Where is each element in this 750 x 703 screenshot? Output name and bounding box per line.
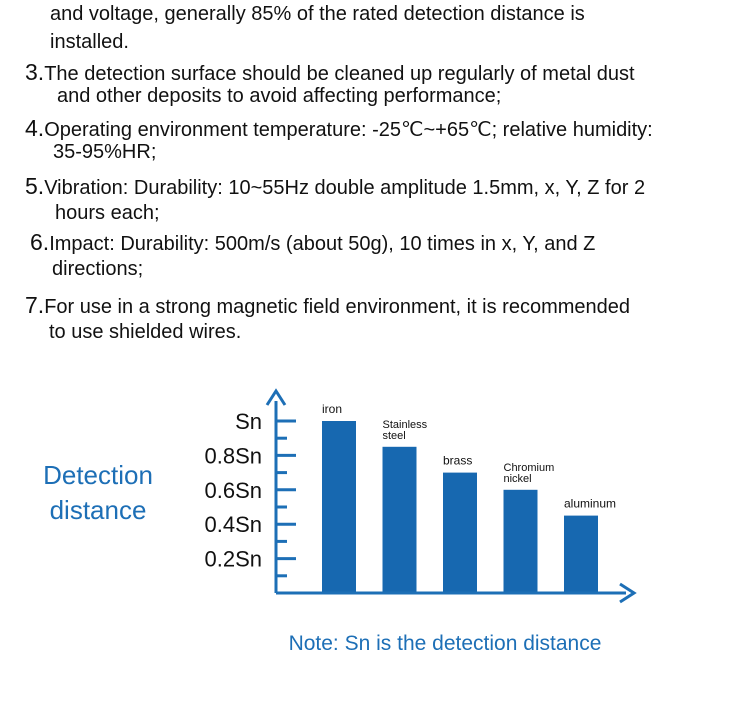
note-item-text: For use in a strong magnetic field environment, it is recommended [44,296,631,318]
note-item-number: 7. [25,292,45,318]
note-continuation-line-2: installed. [50,31,129,53]
y-tick-label: 0.8Sn [204,443,262,469]
note-item-text: Operating environment temperature: -25℃~+65℃; relative humidity: [44,119,653,141]
chart-note: Note: Sn is the detection distance [288,632,602,655]
note-item-number: 4. [25,115,45,141]
bar-aluminum [564,516,598,592]
bar-category-label: Chromium [503,461,555,474]
y-tick-label: 0.2Sn [204,546,262,572]
bar-chromium-nickel [504,490,538,592]
note-item-6-line-2: directions; [52,258,144,280]
bar-category-label: aluminum [564,496,617,511]
bar-stainless-steel [383,447,417,592]
note-item-text: Impact: Durability: 500m/s (about 50g), 10 times in x, Y, and Z [49,233,596,255]
detection-distance-label-line-2: distance [49,495,147,525]
y-tick-label: 0.4Sn [204,512,262,538]
bar-category-label: steel [382,429,406,442]
note-item-4-line-2: 35-95%HR; [53,141,157,163]
bar-category-label: Stainless [382,418,428,431]
bar-category-label: iron [322,402,343,416]
note-item-number: 3. [25,59,45,85]
bar-iron [322,421,356,592]
note-item-3-line-2: and other deposits to avoid affecting performance; [57,85,502,107]
bar-category-label: brass [443,453,473,468]
bar-category-label: nickel [503,472,532,485]
note-item-5-line-2: hours each; [55,202,160,224]
note-item-7-line-2: to use shielded wires. [49,321,242,343]
y-tick-label: 0.6Sn [204,477,262,503]
detection-distance-label-line-1: Detection [43,460,153,490]
bar-brass [443,473,477,592]
note-continuation-line-1: and voltage, generally 85% of the rated detection distance is [50,3,585,25]
note-item-text: The detection surface should be cleaned up regularly of metal dust [44,63,635,85]
note-item-number: 6. [30,229,50,255]
note-item-number: 5. [25,173,45,199]
y-tick-label: Sn [235,409,262,434]
note-item-text: Vibration: Durability: 10~55Hz double amplitude 1.5mm, x, Y, Z for 2 [44,177,646,199]
